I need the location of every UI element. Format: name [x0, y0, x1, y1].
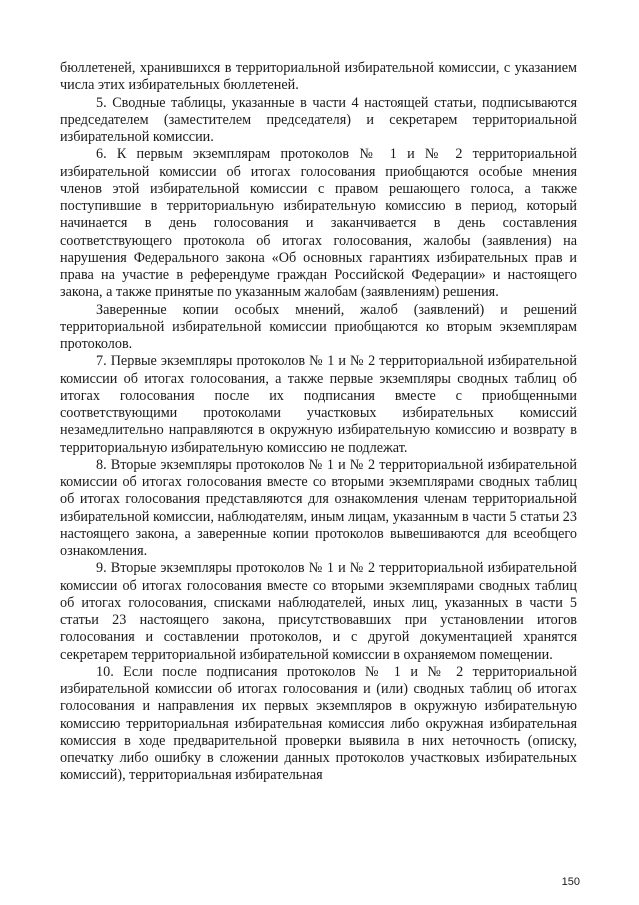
- document-body: [60, 60, 577, 785]
- paragraph-item-9: 9. Вторые экземпляры протоколов № 1 и № 2 территориальной избирательной комиссии об итогах голосования вместе со вторыми экземплярами сводных таблиц об итогах голосования, списками наблюдателей, иных лиц, указанных в части 5 статьи 23 настоящего закона, присутствовавших при установлении итогов голосования и составлении протоколов, и с другой документацией хранятся секретарем территориальной избирательной комиссии в охраняемом помещении.: [60, 560, 577, 663]
- paragraph-item-6: 6. К первым экземплярам протоколов № 1 и № 2 территориальной избирательной комиссии об итогах голосования приобщаются особые мнения членов этой избирательной комиссии с правом решающего голоса, а также поступившие в территориальную избирательную комиссию в период, который начинается в день голосования и заканчивается в день составления соответствующего протокола об итогах голосования, жалобы (заявления) на нарушения Федерального закона «Об основных гарантиях избирательных прав и права на участие в референдуме граждан Российской Федерации» и настоящего закона, а также принятые по указанным жалобам (заявлениям) решения.: [60, 146, 577, 301]
- paragraph-item-8: 8. Вторые экземпляры протоколов № 1 и № 2 территориальной избирательной комиссии об итогах голосования вместе со вторыми экземплярами сводных таблиц об итогах голосования представляются для ознакомления членам территориальной избирательной комиссии, наблюдателям, иным лицам, указанным в части 5 статьи 23 настоящего закона, а заверенные копии протоколов вывешиваются для всеобщего ознакомления.: [60, 456, 577, 559]
- paragraph-continuation: бюллетеней, хранившихся в территориальной избирательной комиссии, с указанием числа этих избирательных бюллетеней.: [60, 60, 577, 94]
- paragraph-item-10: 10. Если после подписания протоколов № 1 и № 2 территориальной избирательной комиссии об итогах голосования и (или) сводных таблиц об итогах голосования и направления их первых экземпляров в окружную избирательную комиссию территориальная избирательная комиссия либо окружная избирательная комиссия в ходе предварительной проверки выявила в них неточность (описку, опечатку либо ошибку в сложении данных протоколов участковых избирательных комиссий), территориальная избирательная: [60, 663, 577, 784]
- paragraph-certified-copies: Заверенные копии особых мнений, жалоб (заявлений) и решений территориальной избирательной комиссии приобщаются ко вторым экземплярам протоколов.: [60, 301, 577, 352]
- page-number: 150: [561, 876, 580, 888]
- paragraph-item-5: 5. Сводные таблицы, указанные в части 4 настоящей статьи, подписываются председателем (заместителем председателя) и секретарем территориальной избирательной комиссии.: [60, 94, 577, 145]
- paragraph-item-7: 7. Первые экземпляры протоколов № 1 и № 2 территориальной избирательной комиссии об итогах голосования, а также первые экземпляры сводных таблиц об итогах голосования после их подписания вместе с приобщенными соответствующими протоколами участковых избирательных комиссий незамедлительно направляются в окружную избирательную комиссию и возврату в территориальную избирательную комиссию не подлежат.: [60, 353, 577, 456]
